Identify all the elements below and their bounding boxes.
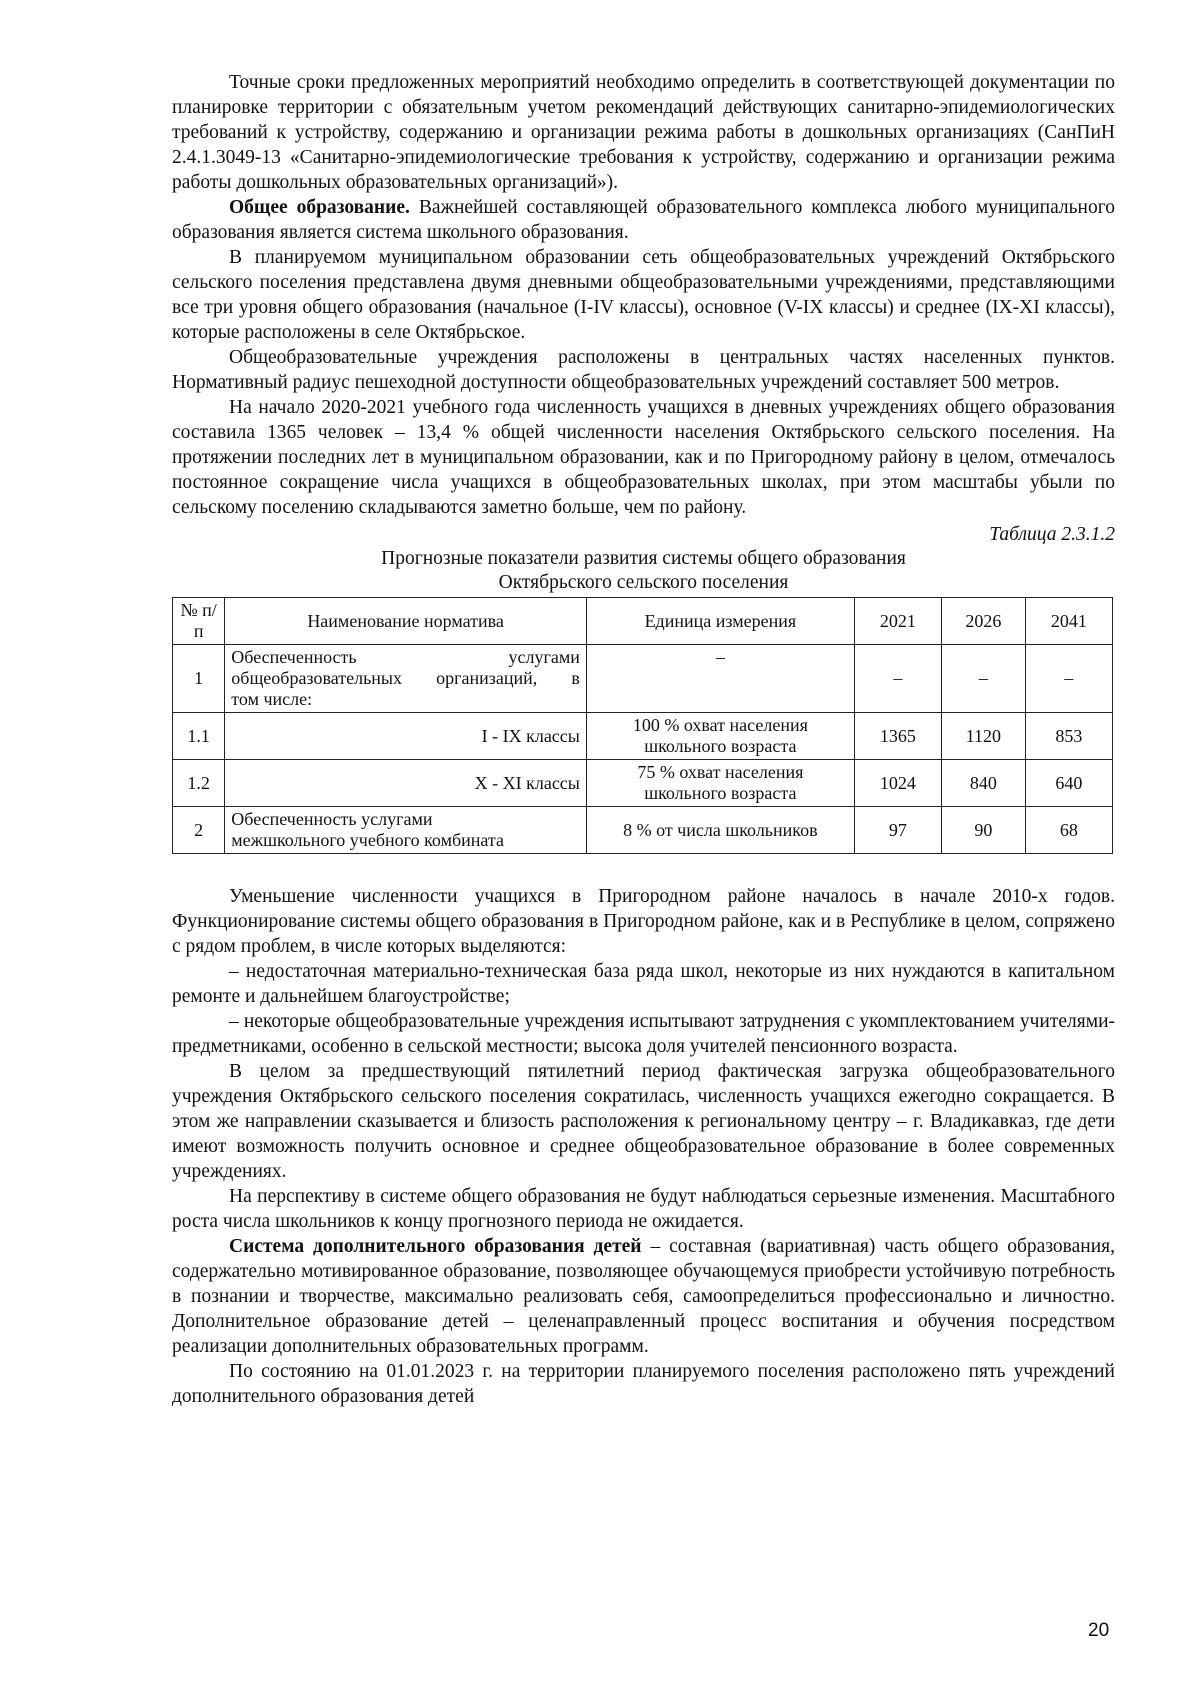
table-row — [173, 807, 1113, 854]
cell-name-line: межшкольного учебного комбината — [231, 830, 504, 850]
cell-num: 1 — [173, 645, 225, 713]
cell-2021: 1365 — [854, 713, 941, 760]
header-unit: Единица измерения — [586, 598, 854, 645]
page-number: 20 — [1088, 1620, 1110, 1641]
cell-num: 1.2 — [173, 760, 225, 807]
forecast-table — [172, 597, 1113, 854]
header-2021: 2021 — [854, 598, 941, 645]
table-row — [173, 760, 1113, 807]
header-name: Наименование норматива — [225, 598, 587, 645]
table-row — [173, 713, 1113, 760]
paragraph-general-education — [172, 195, 1115, 245]
paragraph-additional-education — [172, 1234, 1115, 1359]
cell-2026: 1120 — [941, 713, 1025, 760]
general-education-text: Важнейшей составляющей образовательного комплекса любого муниципального образования является система школьного образования. — [172, 197, 1115, 243]
table-reference: Таблица 2.3.1.2 — [989, 524, 1115, 545]
cell-2041: 853 — [1025, 713, 1112, 760]
cell-name-line: общеобразовательных организаций, в — [231, 668, 580, 688]
paragraph-institutions: По состоянию на 01.01.2023 г. на территории планируемого поселения расположено пять учреждений дополнительного образования детей — [172, 1361, 1115, 1407]
cell-unit-line: школьного возраста — [644, 736, 797, 756]
additional-education-text: – составная (вариативная) часть общего образования, содержательно мотивированное образование, позволяющее обучающемуся приобрести устойчивую потребность в познании и творчестве, максимально реализовать себя, самоопределиться профессионально и личностно. Дополнительное образование детей – целенаправленный процесс воспитания и обучения посредством реализации дополнительных образовательных программ. — [172, 1236, 1115, 1357]
cell-unit — [586, 713, 854, 760]
paragraph-school-network: В планируемом муниципальном образовании сеть общеобразовательных учреждений Октябрьского сельского поселения представлена двумя дневными общеобразовательными учреждениями, представляющими все три уровня общего образования (начальное (I-IV классы), основное (V-IX классы) и среднее (IX-XI классы), которые расположены в селе Октябрьское. — [172, 247, 1115, 343]
cell-unit-line: 75 % охват населения — [637, 762, 804, 782]
cell-unit: 8 % от числа школьников — [586, 807, 854, 854]
cell-unit: – — [586, 645, 854, 713]
cell-2041: 640 — [1025, 760, 1112, 807]
header-2041: 2041 — [1025, 598, 1112, 645]
cell-2041: 68 — [1025, 807, 1112, 854]
document-page — [172, 70, 1115, 1409]
cell-name — [225, 807, 587, 854]
cell-name: I - IX классы — [225, 713, 587, 760]
paragraph-decline: Уменьшение численности учащихся в Пригородном районе началось в начале 2010-х годов. Функционирование системы общего образования в Пригородном районе, как и в Республике в целом, сопряжено с рядом проблем, в числе которых выделяются: — [172, 886, 1115, 957]
cell-2021: 97 — [854, 807, 941, 854]
cell-num: 2 — [173, 807, 225, 854]
cell-num: 1.1 — [173, 713, 225, 760]
cell-2021: – — [854, 645, 941, 713]
cell-2026: 90 — [941, 807, 1025, 854]
paragraph-deadlines: Точные сроки предложенных мероприятий необходимо определить в соответствующей документации по планировке территории с обязательным учетом рекомендаций действующих санитарно-эпидемиологических требований к устройству, содержанию и организации режима работы в дошкольных организациях (СанПиН 2.4.1.3049-13 «Санитарно-эпидемиологические требования к устройству, содержанию и организации режима работы дошкольных образовательных организаций»). — [172, 72, 1115, 193]
paragraph-load: В целом за предшествующий пятилетний период фактическая загрузка общеобразовательного учреждения Октябрьского сельского поселения сократилась, численность учащихся ежегодно сокращается. В этом же направлении сказывается и близость расположения к региональному центру – г. Владикавказ, где дети имеют возможность получить основное и среднее общеобразовательное образование в более современных учреждениях. — [172, 1061, 1115, 1182]
cell-2026: 840 — [941, 760, 1025, 807]
cell-name-line: Обеспеченность услугами — [231, 809, 433, 829]
list-item: – недостаточная материально-техническая база ряда школ, некоторые из них нуждаются в капитальном ремонте и дальнейшем благоустройстве; — [172, 961, 1115, 1007]
paragraph-school-location: Общеобразовательные учреждения расположены в центральных частях населенных пунктов. Нормативный радиус пешеходной доступности общеобразовательных учреждений составляет 500 метров. — [172, 347, 1115, 393]
table-title-line1: Прогнозные показатели развития системы общего образования — [381, 548, 906, 569]
cell-2041: – — [1025, 645, 1112, 713]
cell-name-line: том числе: — [231, 689, 313, 709]
header-2026: 2026 — [941, 598, 1025, 645]
list-item: – некоторые общеобразовательные учреждения испытывают затруднения с укомплектованием учителями-предметниками, особенно в сельской местности; высока доля учителей пенсионного возраста. — [172, 1011, 1115, 1057]
table-title-line2: Октябрьского сельского поселения — [498, 572, 789, 593]
paragraph-outlook: На перспективу в системе общего образования не будут наблюдаться серьезные изменения. Масштабного роста числа школьников к концу прогнозного периода не ожидается. — [172, 1186, 1115, 1232]
cell-name: X - XI классы — [225, 760, 587, 807]
paragraph-student-count: На начало 2020-2021 учебного года численность учащихся в дневных учреждениях общего образования составила 1365 человек – 13,4 % общей численности населения Октябрьского сельского поселения. На протяжении последних лет в муниципальном образовании, как и по Пригородному району в целом, отмечалось постоянное сокращение числа учащихся в общеобразовательных школах, при этом масштабы убыли по сельскому поселению складываются заметно больше, чем по району. — [172, 397, 1115, 518]
general-education-heading: Общее образование. — [229, 197, 410, 218]
cell-unit — [586, 760, 854, 807]
additional-education-heading: Система дополнительного образования детей — [229, 1236, 642, 1257]
cell-name-line: Обеспеченность услугами — [231, 647, 580, 667]
header-num: № п/п — [173, 598, 225, 645]
table-header-row — [173, 598, 1113, 645]
table-row — [173, 645, 1113, 713]
cell-name — [225, 645, 587, 713]
cell-unit-line: 100 % охват населения — [632, 715, 808, 735]
cell-2021: 1024 — [854, 760, 941, 807]
cell-unit-line: школьного возраста — [644, 783, 797, 803]
cell-2026: – — [941, 645, 1025, 713]
